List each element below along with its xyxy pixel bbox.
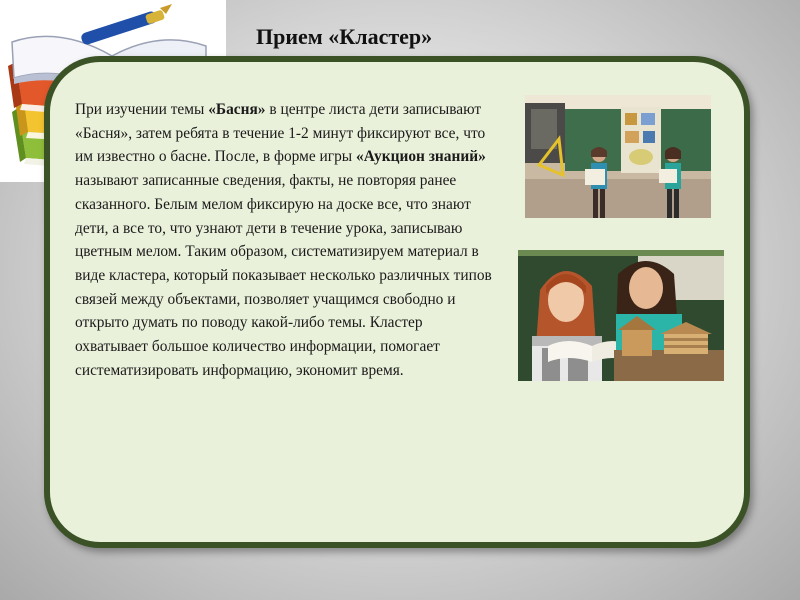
text-part-3: называют записанные сведения, факты, не повторяя ранее сказанного. Белым мелом фиксирую на доске все, что знают дети, а все то, что узнают дети в течение урока, записываю цветным мелом. Таким образом, систематизируем материал в виде кластера, который показывает несколько различных типов связей между объектами, позволяет учащимся свободно и открыто думать по поводу какой-либо темы. Кластер охватывает большое количество информации, помогает систематизировать информацию, экономит время. [75, 172, 492, 379]
text-part-1: При изучении темы [75, 101, 209, 118]
classroom-blackboard-photo [525, 95, 711, 218]
girls-reading-photo [518, 250, 724, 381]
bold-basnya: «Басня» [208, 101, 266, 118]
body-paragraph [75, 98, 495, 382]
bold-auction: «Аукцион знаний» [356, 148, 486, 166]
text-part-2: в центре листа дети записывают «Басня», затем ребята в течение 1-2 минут фиксируют все, что им известно о басне. После, в форме игры [75, 101, 486, 166]
slide-title: Прием «Кластер» [256, 24, 433, 49]
